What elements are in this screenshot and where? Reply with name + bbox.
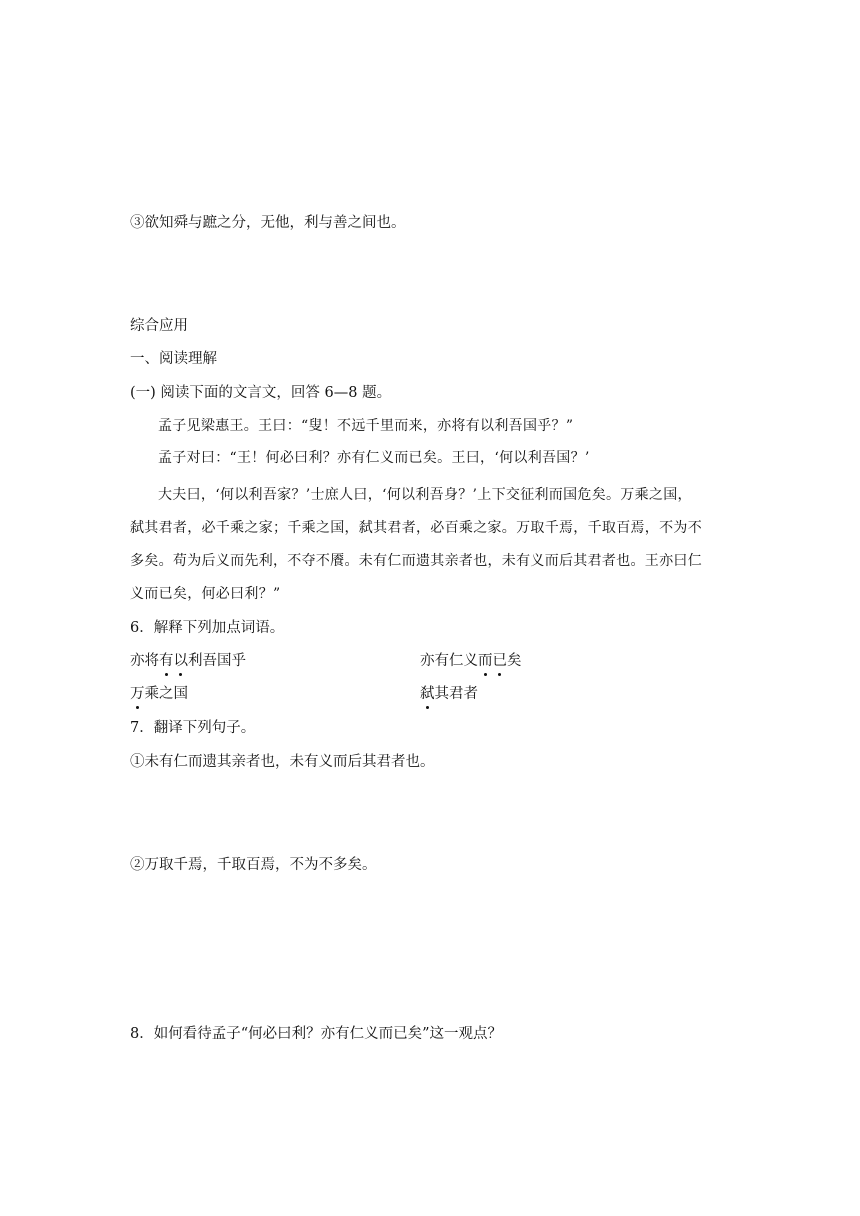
- q3-item: ③欲知舜与蹠之分，无他，利与善之间也。: [130, 215, 406, 231]
- q6-item-d: [420, 684, 478, 704]
- q7-sentence-1: ①未有仁而遗其亲者也，未有义而后其君者也。: [130, 754, 435, 770]
- passage-paragraph-3-line-2: 弑其君者，必千乘之家；千乘之国，弑其君者，必百乘之家。万取千焉，千取百焉，不为不: [130, 520, 702, 536]
- passage-intro: (一) 阅读下面的文言文，回答 6—8 题。: [130, 385, 392, 401]
- q6-item-a: [130, 651, 246, 671]
- q6-a-pre: 亦将: [130, 653, 159, 669]
- passage-paragraph-2: 孟子对曰：“王！何必曰利？亦有仁义而已矣。王曰，‘何以利吾国？’: [158, 450, 590, 466]
- dotted-char: 而: [478, 653, 493, 669]
- q6-d-post: 其君者: [434, 686, 478, 702]
- q6-b-post: 矣: [507, 653, 522, 669]
- passage-paragraph-1: 孟子见梁惠王。王曰：“叟！不远千里而来，亦将有以利吾国乎？”: [158, 418, 574, 434]
- q6-title: 6．解释下列加点词语。: [130, 620, 285, 636]
- q6-a-post: 利吾国乎: [188, 653, 246, 669]
- passage-paragraph-3-line-3: 多矣。苟为后义而先利，不夺不餍。未有仁而遗其亲者也，未有义而后其君者也。王亦曰仁: [130, 553, 702, 569]
- q6-item-b: [420, 651, 522, 671]
- q6-b-pre: 亦有仁义: [420, 653, 478, 669]
- q7-sentence-2: ②万取千焉，千取百焉，不为不多矣。: [130, 857, 377, 873]
- dotted-char: 有: [159, 653, 174, 669]
- q6-c-post: 乘之国: [144, 686, 188, 702]
- passage-paragraph-3-line-1: 大夫曰，‘何以利吾家？’士庶人曰，‘何以利吾身？’上下交征利而国危矣。万乘之国，: [158, 487, 692, 503]
- dotted-char: 弑: [420, 686, 435, 702]
- dotted-char: 已: [492, 653, 507, 669]
- dotted-char: 万: [130, 686, 145, 702]
- part-title: 一、阅读理解: [130, 351, 217, 367]
- dotted-char: 以: [173, 653, 188, 669]
- q7-title: 7．翻译下列句子。: [130, 720, 256, 736]
- passage-paragraph-3-line-4: 义而已矣，何必曰利？”: [130, 586, 281, 602]
- q8-title: 8．如何看待孟子“何必曰利？亦有仁义而已矣”这一观点？: [130, 1026, 503, 1042]
- section-title: 综合应用: [130, 318, 188, 334]
- q6-item-c: [130, 684, 188, 704]
